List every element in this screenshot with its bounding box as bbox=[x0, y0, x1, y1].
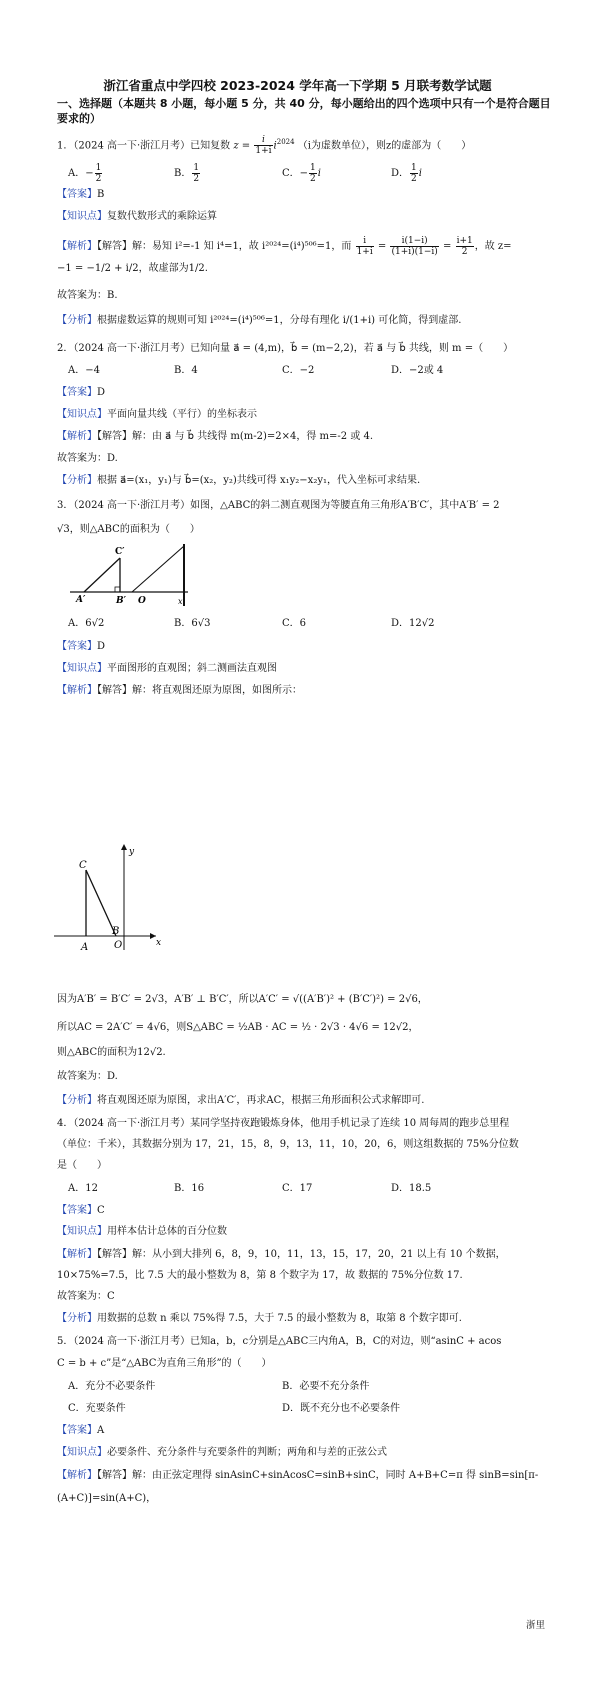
q4-stem-line2: （单位：千米），其数据分别为 17，21，15，8，9，13，11，10，20，6，则这组数据的 75%分位数 bbox=[57, 1139, 519, 1150]
fig2-label-x: x bbox=[156, 938, 162, 948]
fig2-label-c: C bbox=[79, 860, 87, 871]
q1-analysis-fraction: $\frac{i(1-i)}{(1+i)(1-i)}$ bbox=[391, 236, 438, 257]
fig2-label-y: y bbox=[129, 847, 135, 857]
q4-stem-line1: 4．（2024 高一下·浙江月考）某同学坚持夜跑锻炼身体，他用手机记录了连续 10 周每周的跑步总里程 bbox=[57, 1118, 510, 1129]
q4-option-c: C．17 bbox=[282, 1183, 313, 1194]
q3-knowledge: 【知识点】平面图形的直观图；斜二测画法直观图 bbox=[57, 663, 277, 674]
fig2-label-b: B bbox=[112, 926, 120, 937]
q4-answer: 【答案】C bbox=[57, 1205, 105, 1216]
q4-option-a: A．12 bbox=[68, 1183, 98, 1194]
q3-step-2: 所以AC = 2A′C′ = 4√6，则S△ABC = ½AB · AC = ½ · 2√3 · 4√6 = 12√2， bbox=[57, 1022, 419, 1033]
q2-analysis: 【解析】【解答】解：由 a⃗ 与 b⃗ 共线得 m(m-2)=2×4，得 m=-2 或 4. bbox=[57, 431, 374, 442]
q3-option-b: B．6√3 bbox=[174, 618, 211, 629]
q5-stem-line1: 5．（2024 高一下·浙江月考）已知a，b，c分别是△ABC三内角A，B，C的对边，则“asinC + acos bbox=[57, 1336, 502, 1347]
q2-option-a: A．−4 bbox=[68, 365, 100, 376]
q2-option-d: D．−2或 4 bbox=[391, 365, 444, 376]
q1-analysis: 【解析】【解答】解：易知 i²=-1 知 i⁴=1，故 i²⁰²⁴=(i⁴)⁵⁰⁶=1，而 $\frac{i}{1+i}$ = $\frac{i(1-i)}{(1+i)(1-i)}$ = $\frac{i+1}{2}$ ，故 z= bbox=[57, 236, 512, 257]
q4-stem-line3: 是（ ） bbox=[57, 1160, 107, 1171]
q1-summary: 【分析】根据虚数运算的规则可知 i²⁰²⁴=(i⁴)⁵⁰⁶=1，分母有理化 i/(1+i) 可化简，得到虚部. bbox=[57, 315, 462, 326]
q3-option-c: C．6 bbox=[282, 618, 307, 629]
q3-step-3: 则△ABC的面积为12√2. bbox=[57, 1047, 166, 1058]
q2-knowledge: 【知识点】平面向量共线（平行）的坐标表示 bbox=[57, 409, 257, 420]
q4-analysis-1: 【解析】【解答】解：从小到大排列 6，8，9，10，11，13，15，17，20，21 以上有 10 个数据， bbox=[57, 1249, 506, 1260]
q1-option-b: B． $\frac{1}{2}$ bbox=[174, 163, 200, 184]
q5-analysis-2: (A+C)]=sin(A+C)， bbox=[57, 1493, 157, 1504]
q1-option-c: C．− $\frac{1}{2}$ i bbox=[282, 163, 321, 184]
q2-answer: 【答案】D bbox=[57, 387, 106, 398]
q4-knowledge: 【知识点】用样本估计总体的百分位数 bbox=[57, 1226, 227, 1237]
q5-option-d: D．既不充分也不必要条件 bbox=[282, 1403, 401, 1414]
q4-conclusion: 故答案为：C bbox=[57, 1291, 115, 1302]
q1-analysis-fraction: $\frac{i}{1+i}$ bbox=[356, 236, 373, 257]
q1-answer: 【答案】B bbox=[57, 189, 105, 200]
q3-option-a: A．6√2 bbox=[68, 618, 105, 629]
q4-analysis-2: 10×75%=7.5，比 7.5 大的最小整数为 8，第 8 个数字为 17，故 数据的 75%分位数 17. bbox=[57, 1270, 463, 1281]
q2-conclusion: 故答案为：D. bbox=[57, 453, 118, 464]
q1-knowledge: 【知识点】复数代数形式的乘除运算 bbox=[57, 211, 217, 222]
q4-option-b: B．16 bbox=[174, 1183, 205, 1194]
fig1-label-b: B′ bbox=[116, 596, 126, 606]
q3-restored-figure bbox=[48, 840, 168, 955]
q1-analysis-fraction: $\frac{i+1}{2}$ bbox=[456, 236, 473, 257]
q3-conclusion: 故答案为：D. bbox=[57, 1071, 118, 1082]
q1-option-a: A．− $\frac{1}{2}$ bbox=[68, 163, 102, 184]
fig1-label-a: A′ bbox=[76, 595, 86, 605]
q3-stem-line2: √3，则△ABC的面积为（ ） bbox=[57, 524, 200, 535]
section-heading: 一、选择题（本题共 8 小题，每小题 5 分，共 40 分，每小题给出的四个选项中只有一个是符合题目要求的） bbox=[57, 97, 551, 125]
q3-stem-line1: 3．（2024 高一下·浙江月考）如图，△ABC的斜二测直观图为等腰直角三角形A′B′C′，其中A′B′ = 2 bbox=[57, 500, 500, 511]
q2-option-b: B．4 bbox=[174, 365, 198, 376]
page-footer: 浙里 bbox=[525, 1620, 545, 1631]
q5-analysis-1: 【解析】【解答】解：由正弦定理得 sinAsinC+sinAcosC=sinB+sinC，同时 A+B+C=π 得 sinB=sin[π- bbox=[57, 1470, 539, 1481]
page-title: 浙江省重点中学四校 2023-2024 学年高一下学期 5 月联考数学试题 bbox=[103, 78, 492, 93]
fig1-label-c: C′ bbox=[115, 547, 125, 557]
q5-option-b: B．必要不充分条件 bbox=[282, 1381, 370, 1392]
q1-stem: 1．（2024 高一下·浙江月考）已知复数 z = $\frac{i}{1+i}$ $i^{2024}$ （i为虚数单位），则z的虚部为（ ） bbox=[57, 135, 472, 157]
q3-step-1: 因为A′B′ = B′C′ = 2√3，A′B′ ⊥ B′C′，所以A′C′ = √((A′B′)² + (B′C′)²) = 2√6， bbox=[57, 994, 428, 1005]
fig1-label-x: x bbox=[178, 597, 183, 606]
q2-stem: 2．（2024 高一下·浙江月考）已知向量 a⃗ = (4,m)，b⃗ = (m−2,2)，若 a⃗ 与 b⃗ 共线，则 m =（ ） bbox=[57, 343, 514, 354]
q2-option-c: C．−2 bbox=[282, 365, 315, 376]
q3-analysis: 【解析】【解答】解：将直观图还原为原图，如图所示： bbox=[57, 685, 302, 696]
q1-conclusion: 故答案为：B. bbox=[57, 290, 118, 301]
fig1-label-o: O bbox=[138, 596, 146, 606]
q3-answer: 【答案】D bbox=[57, 641, 106, 652]
q5-knowledge: 【知识点】必要条件、充分条件与充要条件的判断；两角和与差的正弦公式 bbox=[57, 1447, 387, 1458]
q4-option-d: D．18.5 bbox=[391, 1183, 432, 1194]
q1-fraction: $\frac{i}{1+i}$ bbox=[255, 135, 272, 157]
q4-summary: 【分析】用数据的总数 n 乘以 75%得 7.5，大于 7.5 的最小整数为 8，取第 8 个数字即可. bbox=[57, 1313, 462, 1324]
q3-option-d: D．12√2 bbox=[391, 618, 435, 629]
fig2-label-o: O bbox=[114, 940, 123, 951]
q2-summary: 【分析】根据 a⃗=(x₁，y₁)与 b⃗=(x₂，y₂)共线可得 x₁y₂−x₂y₁，代入坐标可求结果. bbox=[57, 475, 421, 486]
q1-analysis-cont: −1 = −1/2 + i/2，故虚部为1/2. bbox=[57, 263, 208, 274]
q5-stem-line2: C = b + c”是“△ABC为直角三角形”的（ ） bbox=[57, 1358, 272, 1369]
q3-oblique-figure bbox=[62, 540, 202, 612]
q5-answer: 【答案】A bbox=[57, 1425, 105, 1436]
q5-option-a: A．充分不必要条件 bbox=[68, 1381, 156, 1392]
q1-option-d: D． $\frac{1}{2}$ i bbox=[391, 163, 422, 184]
q5-option-c: C．充要条件 bbox=[68, 1403, 126, 1414]
fig2-label-a: A bbox=[81, 942, 89, 953]
q3-summary: 【分析】将直观图还原为原图，求出A′C′，再求AC，根据三角形面积公式求解即可. bbox=[57, 1095, 425, 1106]
